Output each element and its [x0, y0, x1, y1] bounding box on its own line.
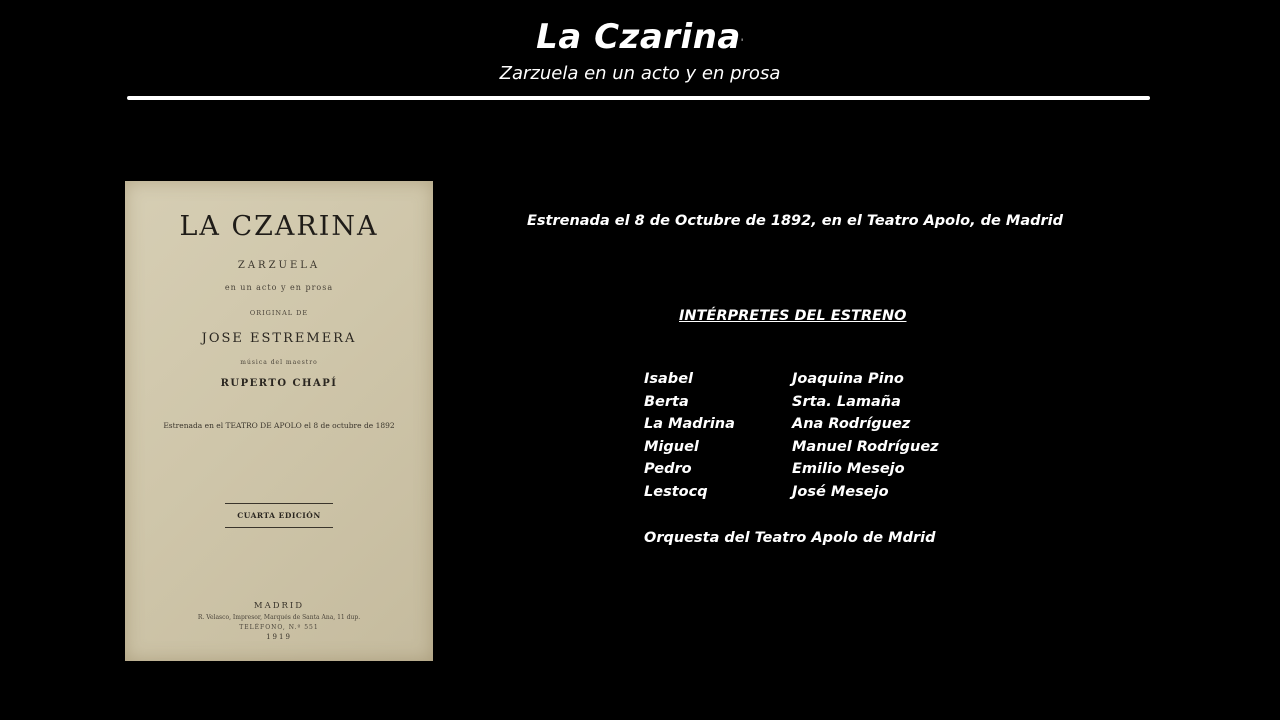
- cast-list: [644, 368, 939, 504]
- cast-role: Isabel: [644, 371, 693, 387]
- cast-row: [644, 458, 939, 481]
- cover-phone: TELÉFONO, N.º 551: [239, 624, 319, 631]
- title-mark: ': [740, 38, 744, 48]
- premiere-info: Estrenada el 8 de Octubre de 1892, en el Teatro Apolo, de Madrid: [527, 213, 1063, 229]
- cover-divider-bottom: [225, 527, 333, 528]
- cast-actor: José Mesejo: [792, 483, 889, 500]
- cast-row: [644, 368, 939, 391]
- orchestra-info: Orquesta del Teatro Apolo de Mdrid: [644, 530, 936, 546]
- book-cover-image: [125, 181, 433, 661]
- cast-actor: Joaquina Pino: [792, 371, 904, 387]
- cast-role: Pedro: [644, 461, 692, 478]
- cover-title: LA CZARINA: [179, 211, 379, 242]
- cover-genre: ZARZUELA: [237, 260, 321, 271]
- cast-row: [644, 413, 939, 436]
- cast-row: [644, 391, 939, 414]
- cast-row: [644, 481, 939, 504]
- cover-estreno: Estrenada en el TEATRO DE APOLO el 8 de octubre de 1892: [163, 421, 395, 430]
- cast-actor: Ana Rodríguez: [792, 416, 911, 433]
- cast-actor: Manuel Rodríguez: [792, 438, 939, 455]
- page-subtitle: Zarzuela en un acto y en prosa: [499, 63, 781, 84]
- page-title: [0, 14, 1280, 60]
- cover-edition: CUARTA EDICIÓN: [237, 511, 321, 520]
- cover-printer: R. Velasco, Impresor, Marqués de Santa Ana, 11 dup.: [197, 614, 361, 621]
- cast-role: Lestocq: [644, 483, 708, 500]
- cover-year: 1919: [266, 633, 292, 641]
- cast-role: Miguel: [644, 438, 699, 455]
- cover-composer: RUPERTO CHAPÍ: [220, 378, 338, 389]
- cover-subgenre: en un acto y en prosa: [224, 283, 334, 292]
- cast-heading: INTÉRPRETES DEL ESTRENO: [679, 308, 907, 324]
- cast-role: Berta: [644, 393, 689, 410]
- cast-actor: Emilio Mesejo: [792, 461, 905, 478]
- cover-author: JOSE ESTREMERA: [201, 331, 357, 346]
- cover-city: MADRID: [253, 601, 305, 611]
- header-divider: [127, 96, 1150, 100]
- title-text: La Czarina: [536, 17, 741, 57]
- cast-actor: Srta. Lamaña: [792, 393, 901, 410]
- cover-musica-del: música del maestro: [240, 359, 318, 366]
- cover-divider-top: [225, 503, 333, 504]
- cast-role: La Madrina: [644, 416, 735, 433]
- cast-row: [644, 436, 939, 459]
- cover-original-de: ORIGINAL DE: [249, 309, 309, 317]
- header: [0, 14, 1280, 86]
